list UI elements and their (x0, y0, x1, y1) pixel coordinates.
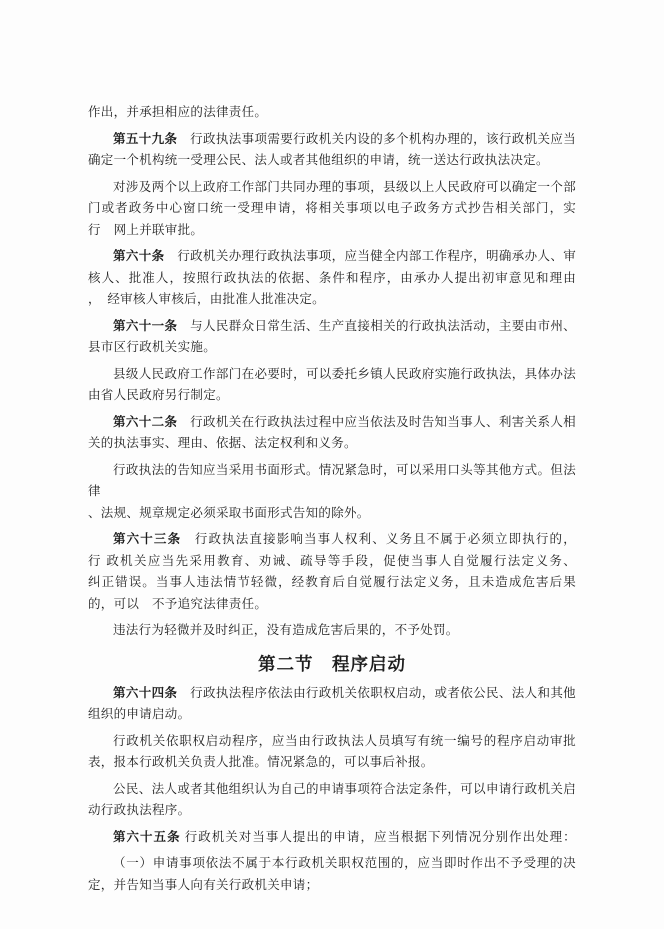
article-number: 第六十五条 (113, 829, 181, 844)
text-run: 、法规、规章规定必须采取书面形式告知的除外。 (88, 505, 370, 520)
text-run: 公民、法人或者其他组织认为自己的申请事项符合法定条件，可以申请行政机关启 (113, 781, 576, 796)
text-line (88, 268, 576, 290)
text-line (88, 150, 576, 172)
text-run: （一）申请事项依法不属于本行政机关职权范围的，应当即时作出不予受理的决 (113, 856, 576, 870)
text-run: 核人、批准人，按照行政执法的依据、条件和程序，由承办人提出初审意见和理由 (88, 270, 576, 285)
section-heading: 第二节 程序启动 (258, 653, 406, 674)
text-run: 对涉及两个以上政府工作部门共同办理的事项，县级以上人民政府可以确定一个部 (113, 179, 576, 194)
text-run: 行政机关对当事人提出的申请，应当根据下列情况分别作出处理： (180, 829, 576, 844)
text-line (88, 572, 576, 594)
text-line (88, 433, 576, 455)
text-run: 的，可以 不予追究法律责任。 (88, 596, 268, 611)
article-number: 第六十条 (113, 249, 165, 263)
text-line (88, 704, 576, 726)
text-run: 组织的申请启动。 (88, 707, 191, 721)
text-run: 定，并告知当事人向有关行政机关申请； (88, 877, 319, 892)
text-run: 行 政机关应当先采用教育、劝诫、疏导等手段，促使当事人自觉履行法定义务、 (88, 553, 576, 568)
text-line (88, 853, 576, 875)
text-run: 县市区行政机关实施。 (88, 340, 217, 354)
text-line (88, 503, 576, 525)
text-line (88, 198, 576, 220)
text-line (88, 220, 576, 242)
text-line (88, 460, 580, 503)
text-run: 关的执法事实、理由、依据、法定权利和义务。 (88, 436, 357, 450)
article-number: 第六十三条 (113, 532, 182, 546)
text-line (88, 364, 576, 386)
text-line (88, 800, 576, 822)
text-line (88, 289, 576, 311)
text-run: 行政执法的告知应当采用书面形式。情况紧急时，可以采用口头等其他方式。但法 律 (88, 462, 580, 498)
text-run: 纠正错误。当事人违法情节轻微，经教育后自觉履行法定义务，且未造成危害后果 (88, 575, 576, 589)
text-run: 县级人民政府工作部门在必要时，可以委托乡镇人民政府实施行政执法，具体办法 (113, 366, 576, 381)
text-run: 作出，并承担相应的法律责任。 (88, 105, 268, 119)
text-line (88, 551, 576, 573)
article-number: 第六十二条 (113, 414, 178, 429)
text-line (88, 385, 576, 407)
text-run: 与人民群众日常生活、生产直接相关的行政执法活动，主要由市州、 (177, 318, 576, 333)
text-run: 动行政执法程序。 (88, 803, 191, 817)
text-run: 门或者政务中心窗口统一受理申请，将相关事项以电子政务方式抄告相关部门，实 (88, 201, 576, 215)
text-line (88, 529, 576, 551)
text-run: 违法行为轻微并及时纠正，没有造成危害后果的，不予处罚。 (113, 623, 459, 637)
text-line (88, 875, 576, 897)
text-run: 行政执法程序依法由行政机关依职权启动，或者依公民、法人和其他 (177, 685, 576, 700)
article-number: 第六十四条 (113, 685, 178, 700)
text-line (88, 337, 576, 359)
text-run: ， 经审核人审核后，由批准人批准决定。 (88, 292, 325, 306)
text-line (88, 827, 576, 849)
text-run: 行政机关在行政执法过程中应当依法及时告知当事人、利害关系人相 (177, 414, 576, 429)
text-run: 行政执法事项需要行政机关内设的多个机构办理的，该行政机关应当 (177, 131, 576, 146)
article-number: 第六十一条 (113, 318, 178, 333)
text-line (88, 129, 576, 151)
text-line (88, 594, 576, 616)
text-line (88, 620, 576, 642)
text-run: 行 网上并联审批。 (88, 222, 204, 237)
text-line (88, 316, 576, 338)
text-run: 行政机关依职权启动程序，应当由行政执法人员填写有统一编号的程序启动审批 (113, 733, 576, 748)
text-line (88, 779, 576, 801)
document-body (88, 102, 580, 896)
text-line (88, 102, 576, 124)
text-run: 确定一个机构统一受理公民、法人或者其他组织的申请，统一送达行政执法决定。 (88, 153, 549, 167)
text-line (88, 246, 576, 268)
text-line (88, 731, 576, 753)
article-number: 第五十九条 (113, 131, 178, 146)
text-run: 行政机关办理行政执法事项，应当健全内部工作程序，明确承办人、审 (164, 249, 576, 263)
text-run: 表，报本行政机关负责人批准。情况紧急的，可以事后补报。 (88, 755, 434, 769)
text-run: 由省人民政府另行制定。 (88, 388, 229, 402)
text-line (88, 752, 576, 774)
text-line (88, 412, 576, 434)
text-line (88, 177, 576, 199)
text-run: 行政执法直接影响当事人权利、义务且不属于必须立即执行的， (181, 532, 576, 546)
text-line (88, 683, 576, 705)
